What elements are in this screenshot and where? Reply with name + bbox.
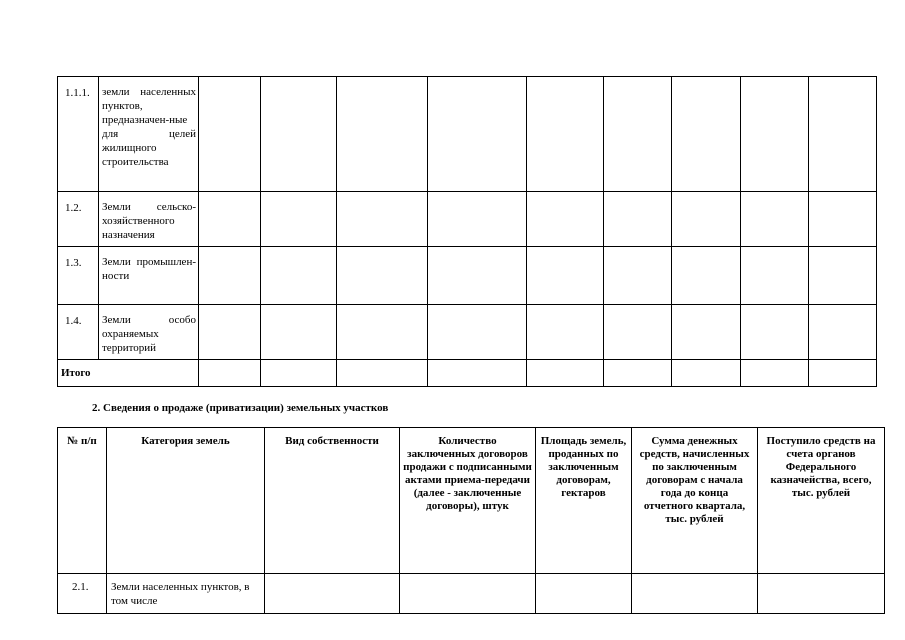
section-title: 2. Сведения о продаже (приватизации) земельных участков [92,402,389,414]
data-cell [604,360,672,387]
data-cell [400,574,536,614]
data-cell [809,192,877,247]
data-cell [428,305,527,360]
data-cell [261,192,337,247]
data-cell [337,77,428,192]
data-cell [428,77,527,192]
data-cell [261,360,337,387]
data-cell [199,360,261,387]
table-header-row [58,428,885,574]
total-label: Итого [58,360,199,387]
data-cell [741,192,809,247]
land-sale-table-part1 [57,76,877,387]
land-category-cell: Земли сельско-хозяйственного назначения [99,192,199,247]
data-cell [527,305,604,360]
column-header: № п/п [58,428,107,574]
data-cell [809,77,877,192]
land-sale-table-part2 [57,427,885,614]
column-header: Площадь земель, проданных по заключенным договорам, гектаров [536,428,632,574]
data-cell [199,247,261,305]
data-cell [758,574,885,614]
table-row [58,574,885,614]
data-cell [527,360,604,387]
data-cell [527,192,604,247]
data-cell [428,247,527,305]
data-cell [741,360,809,387]
data-cell [809,360,877,387]
land-category-cell: Земли особо охраняемых территорий [99,305,199,360]
data-cell [337,305,428,360]
data-cell [199,305,261,360]
row-number: 1.1.1. [58,77,99,192]
data-cell [741,305,809,360]
data-cell [809,305,877,360]
row-number: 2.1. [58,574,107,614]
data-cell [527,247,604,305]
column-header: Сумма денежных средств, начисленных по заключенным договорам с начала года до конца отчетного квартала, тыс. рублей [632,428,758,574]
data-cell [261,305,337,360]
data-cell [428,192,527,247]
data-cell [672,360,741,387]
data-cell [261,247,337,305]
column-header: Категория земель [107,428,265,574]
column-header: Поступило средств на счета органов Федерального казначейства, всего, тыс. рублей [758,428,885,574]
data-cell [672,192,741,247]
data-cell [527,77,604,192]
data-cell [604,77,672,192]
data-cell [604,305,672,360]
data-cell [265,574,400,614]
data-cell [337,360,428,387]
table-row [58,77,877,192]
data-cell [741,77,809,192]
data-cell [604,247,672,305]
data-cell [261,77,337,192]
data-cell [337,192,428,247]
data-cell [741,247,809,305]
land-category-cell: Земли промышлен-ности [99,247,199,305]
land-category-cell: земли населенных пунктов, предназначен-ные для целей жилищного строительства [99,77,199,192]
data-cell [632,574,758,614]
row-number: 1.3. [58,247,99,305]
table-row-total [58,360,877,387]
table-row [58,192,877,247]
data-cell [199,77,261,192]
data-cell [672,247,741,305]
land-category-cell: Земли населенных пунктов, в том числе [107,574,265,614]
data-cell [337,247,428,305]
data-cell [672,305,741,360]
data-cell [672,77,741,192]
table-row [58,247,877,305]
data-cell [604,192,672,247]
row-number: 1.2. [58,192,99,247]
row-number: 1.4. [58,305,99,360]
data-cell [428,360,527,387]
data-cell [536,574,632,614]
data-cell [809,247,877,305]
column-header: Вид собственности [265,428,400,574]
column-header: Количество заключенных договоров продажи с подписанными актами приема-передачи (далее - заключенные договоры), штук [400,428,536,574]
data-cell [199,192,261,247]
table-row [58,305,877,360]
